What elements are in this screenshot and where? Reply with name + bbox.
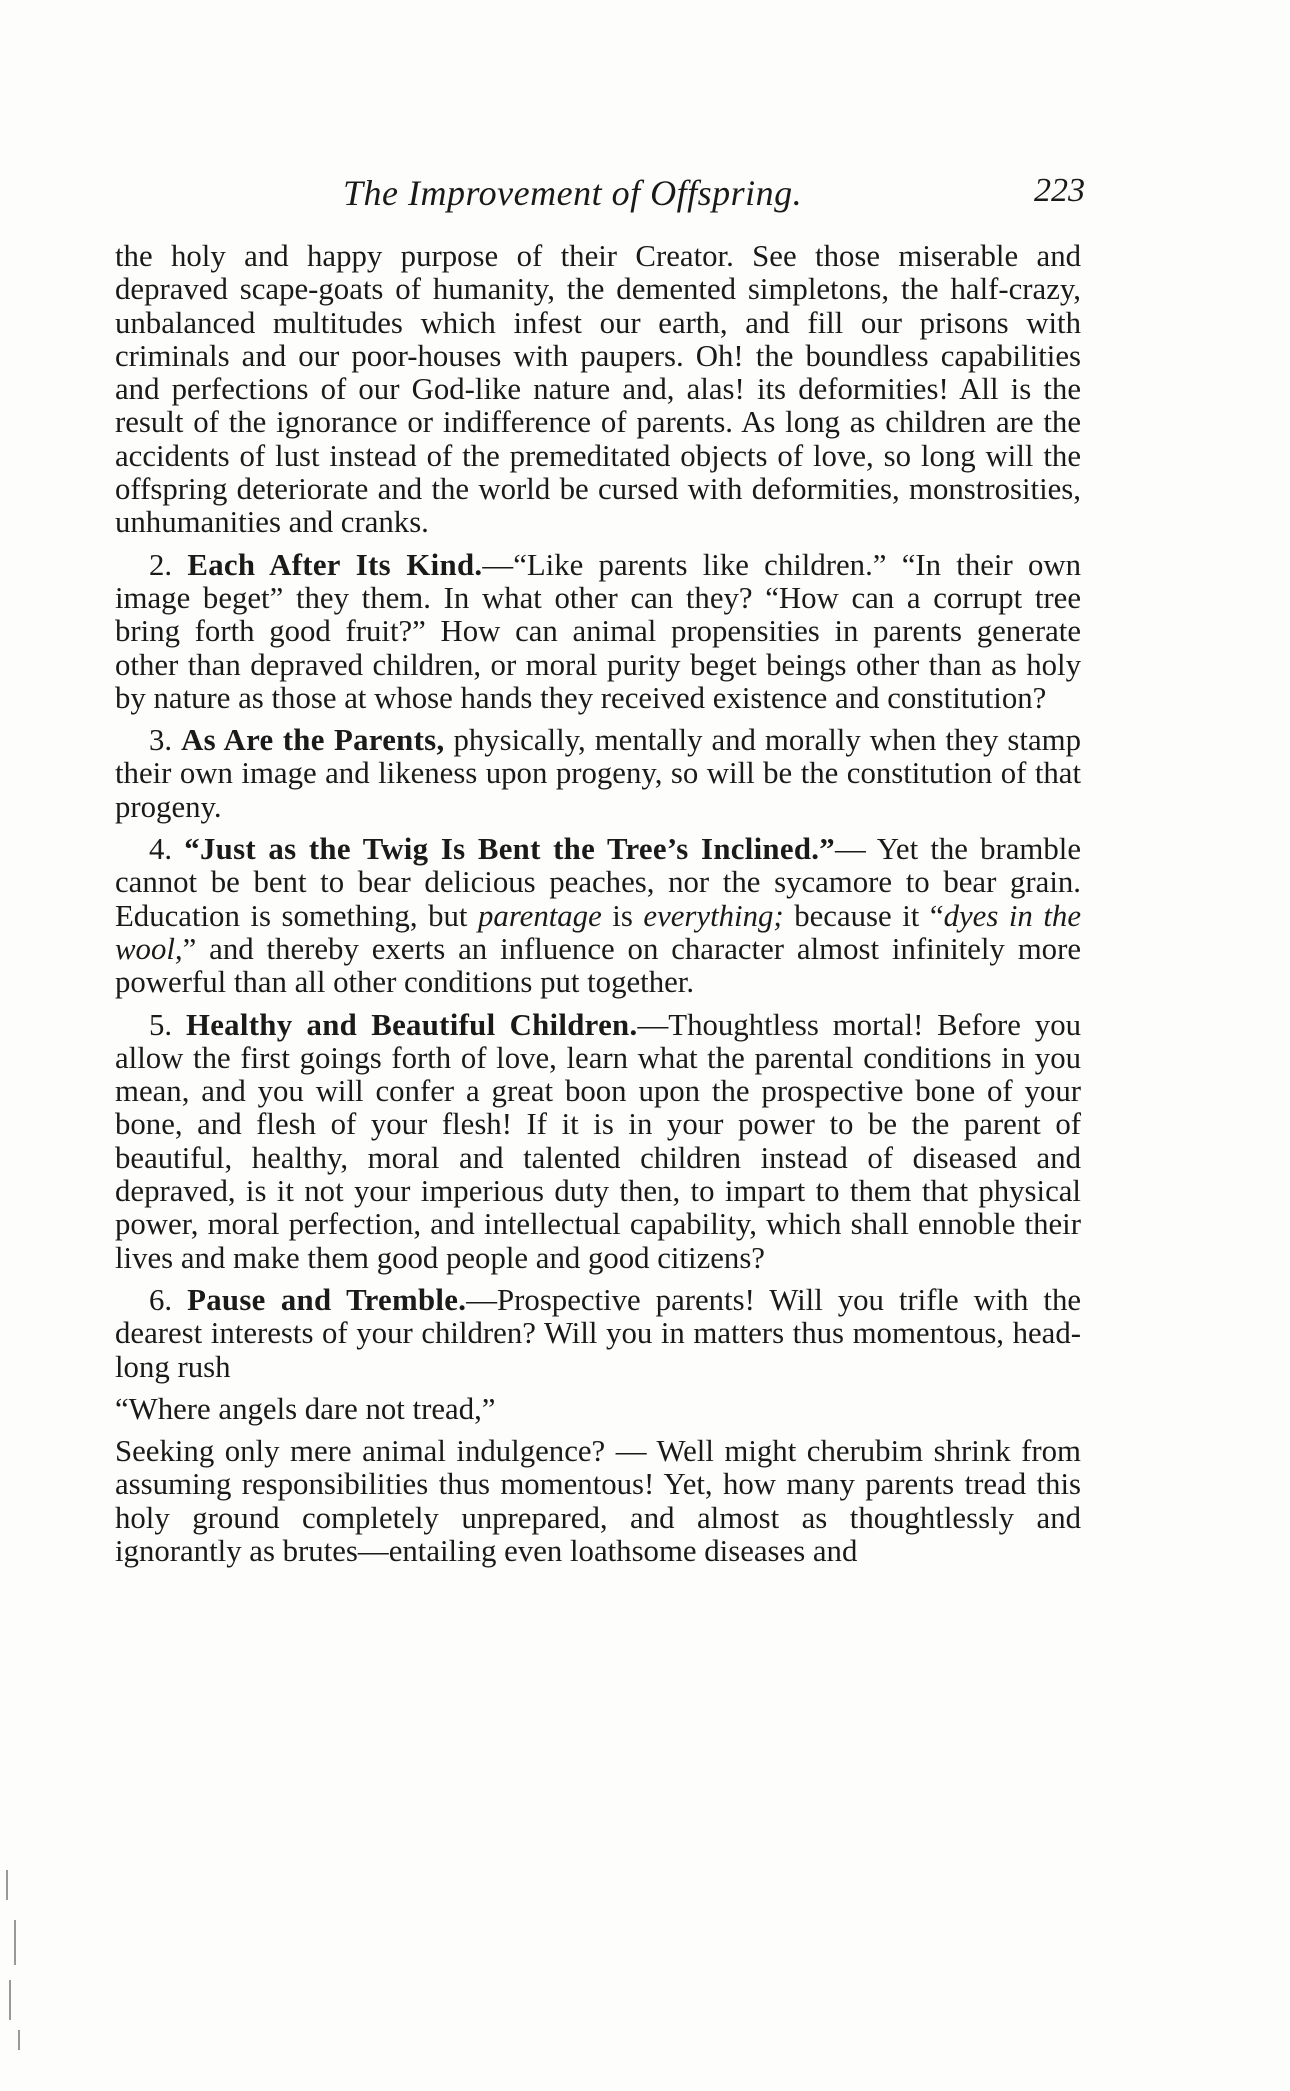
section-6 bbox=[115, 1284, 1081, 1384]
section-number: 3. bbox=[149, 723, 173, 758]
page-header bbox=[115, 172, 1085, 216]
section-text: —Thoughtless mortal! Before you allow the first goings forth of love, learn what the parental conditions in you mean, and you will confer a great boon upon the prospective bone of your bone, and flesh of your flesh! If it is in your power to be the parent of beautiful, healthy, moral and talented children instead of diseased and depraved, is it not your imperious duty then, to impart to them that physical power, moral perfection, and intellectual capability, which shall ennoble their lives and make them good people and good citizens? bbox=[115, 1007, 1081, 1275]
italic-dyes-in-the-wool: dyes in the wool, bbox=[115, 898, 1081, 966]
section-3 bbox=[115, 724, 1081, 824]
section-text: is bbox=[601, 898, 644, 933]
section-text: —Prospective parents! Will you trifle with the dearest interests of your children? Will you in matters thus momentous, head-long rush bbox=[115, 1282, 1082, 1384]
section-heading: As Are the Parents, bbox=[181, 723, 445, 758]
paragraph-continuation bbox=[115, 240, 1081, 540]
section-number: 2. bbox=[149, 547, 173, 582]
closing-paragraph: Seeking only mere animal indulgence? — Well might cherubim shrink from assuming responsibilities thus momentous! Yet, how many parents tread this holy ground completely unprepared, and almost as thoughtlessly and ignorantly as brutes—entailing even loathsome diseases and bbox=[115, 1434, 1081, 1568]
section-heading: Pause and Tremble. bbox=[187, 1282, 467, 1317]
body-text bbox=[115, 240, 1081, 1577]
italic-everything: everything; bbox=[643, 898, 784, 933]
section-number: 5. bbox=[149, 1007, 173, 1042]
running-head: The Improvement of Offspring. bbox=[343, 173, 803, 213]
page-number: 223 bbox=[1034, 172, 1085, 209]
section-4 bbox=[115, 833, 1081, 999]
section-heading: Healthy and Beautiful Children. bbox=[185, 1007, 638, 1042]
section-2 bbox=[115, 549, 1081, 715]
section-text: —“Like parents like children.” “In their own image beget” they them. In what other can they? “How can a corrupt tree bring forth good fruit?” How can animal propensities in parents generate other than depraved children, or moral purity beget beings other than as holy by nature as those at whose hands they received existence and constitution? bbox=[115, 547, 1082, 715]
section-heading: Each After Its Kind. bbox=[187, 547, 483, 582]
section-text: physically, mentally and morally when they stamp their own image and likeness upon progeny, so will be the constitution of that progeny. bbox=[115, 723, 1081, 824]
scan-edge-marks bbox=[0, 1860, 34, 2060]
section-5 bbox=[115, 1009, 1081, 1275]
section-text: because it “ bbox=[783, 898, 944, 933]
section-text: ” and thereby exerts an influence on character almost infinitely more powerful than all other conditions put together. bbox=[115, 931, 1081, 1000]
section-number: 6. bbox=[149, 1282, 173, 1317]
section-heading: “Just as the Twig Is Bent the Tree’s Inclined.” bbox=[184, 832, 835, 867]
section-text: — Yet the bramble cannot be bent to bear delicious peaches, nor the sycamore to bear grain. Education is something, but bbox=[115, 832, 1082, 933]
section-number: 4. bbox=[149, 832, 173, 867]
quotation: “Where angels dare not tread,” bbox=[115, 1391, 496, 1426]
paragraph-text: the holy and happy purpose of their Creator. See those miserable and depraved scape-goats of humanity, the demented simpletons, the half-crazy, unbalanced multitudes which infest our earth, and fill our prisons with criminals and our poor-houses with paupers. Oh! the boundless capabilities and perfections of our God-like nature and, alas! its deformities! All is the result of the ignorance or indifference of parents. As long as children are the accidents of lust instead of the premeditated objects of love, so long will the offspring deteriorate and the world be cursed with deformities, monstrosities, unhumanities and cranks. bbox=[115, 239, 1081, 540]
italic-parentage: parentage bbox=[478, 898, 602, 933]
